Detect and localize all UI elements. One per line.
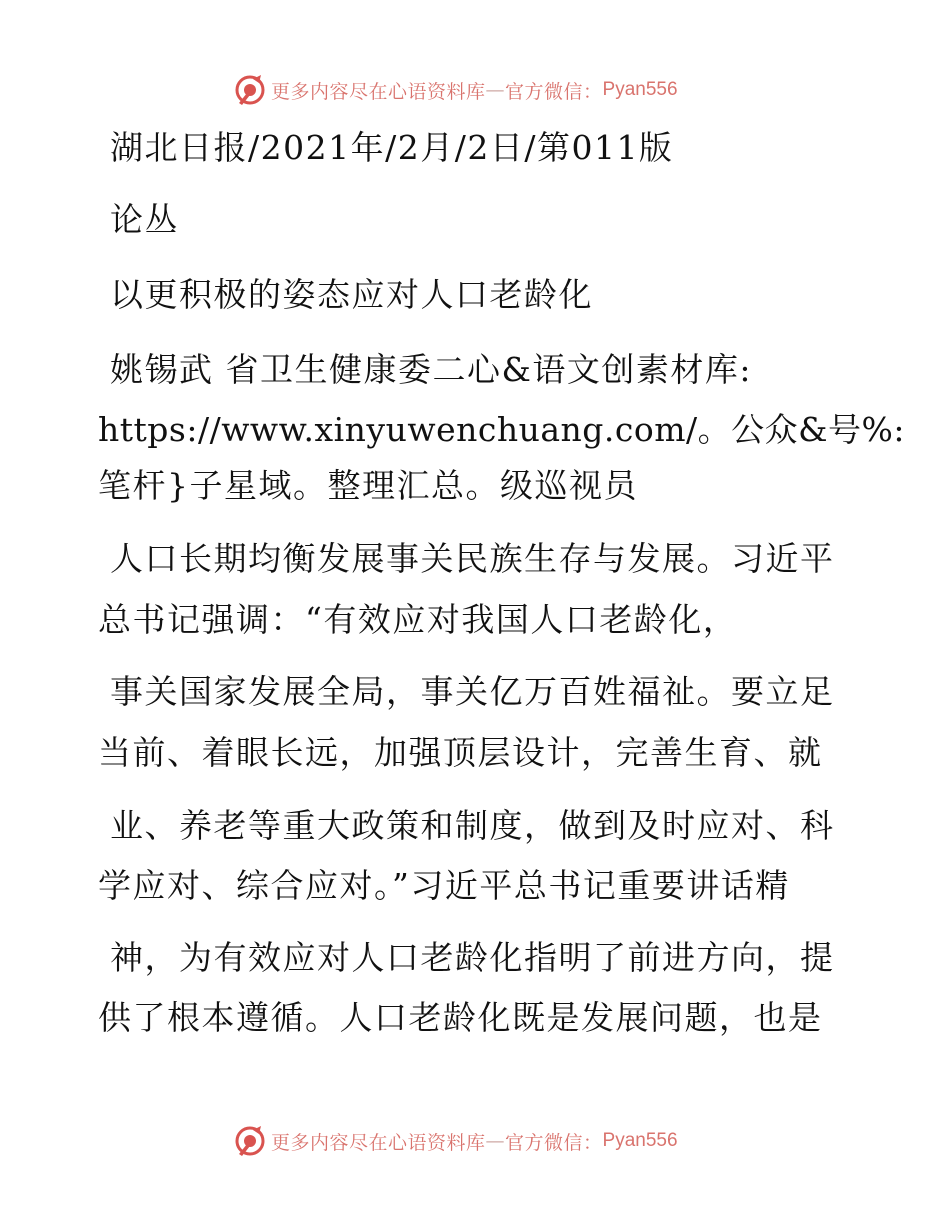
body-text-line: 事关国家发展全局，事关亿万百姓福祉。要立足 bbox=[110, 672, 835, 711]
article-column: 论丛 bbox=[110, 200, 179, 239]
watermark-text: 更多内容尽在心语资料库 bbox=[271, 1131, 486, 1154]
article-author-line: 姚锡武 省卫生健康委二心&语文创素材库: bbox=[110, 350, 752, 389]
pen-logo-icon bbox=[233, 73, 267, 107]
watermark-wechat-id: Pyan556 bbox=[602, 79, 678, 100]
pen-logo-icon bbox=[233, 1124, 267, 1158]
watermark-header bbox=[233, 72, 678, 108]
body-text-line: 神，为有效应对人口老龄化指明了前进方向，提 bbox=[110, 938, 835, 977]
watermark-separator: — bbox=[485, 1130, 506, 1152]
body-text-line: 供了根本遵循。人口老龄化既是发展问题，也是 bbox=[98, 998, 823, 1037]
watermark-separator: — bbox=[485, 79, 506, 101]
watermark-official: 官方微信： bbox=[505, 80, 603, 103]
article-author-line-2: https://www.xinyuwenchuang.com/。公众&号%: bbox=[98, 410, 905, 449]
watermark-footer bbox=[233, 1123, 678, 1159]
body-text-line: 人口长期均衡发展事关民族生存与发展。习近平 bbox=[110, 539, 835, 578]
article-title: 以更积极的姿态应对人口老龄化 bbox=[110, 275, 593, 314]
body-text-line: 总书记强调：“有效应对我国人口老龄化， bbox=[98, 600, 738, 639]
body-text-line: 当前、着眼长远，加强顶层设计，完善生育、就 bbox=[98, 733, 823, 772]
watermark-wechat-id: Pyan556 bbox=[602, 1130, 678, 1151]
article-author-line-3: 笔杆}子星域。整理汇总。级巡视员 bbox=[98, 466, 638, 505]
watermark-text: 更多内容尽在心语资料库 bbox=[271, 80, 486, 103]
article-source-line: 湖北日报/2021年/2月/2日/第011版 bbox=[110, 128, 674, 167]
watermark-official: 官方微信： bbox=[505, 1131, 603, 1154]
body-text-line: 业、养老等重大政策和制度，做到及时应对、科 bbox=[110, 806, 835, 845]
body-text-line: 学应对、综合应对。”习近平总书记重要讲话精 bbox=[98, 866, 790, 905]
